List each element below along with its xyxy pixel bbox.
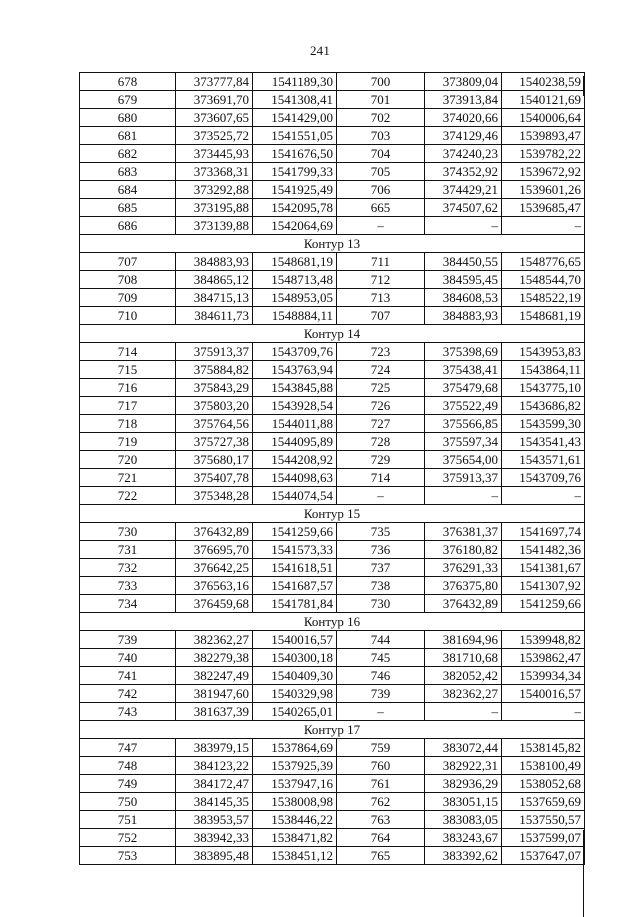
- x-coordinate-cell: 373809,04: [425, 73, 502, 91]
- table-row: [80, 811, 585, 829]
- table-row: [80, 145, 585, 163]
- point-number-cell: 760: [337, 757, 425, 775]
- point-number-cell: 761: [337, 775, 425, 793]
- section-header-row: [80, 235, 585, 253]
- point-number-cell: 707: [80, 253, 176, 271]
- y-coordinate-cell: 1537599,07: [502, 829, 585, 847]
- table-row: [80, 469, 585, 487]
- table-row: [80, 685, 585, 703]
- point-number-cell: 715: [80, 361, 176, 379]
- point-number-cell: 684: [80, 181, 176, 199]
- x-coordinate-cell: 383072,44: [425, 739, 502, 757]
- point-number-cell: 685: [80, 199, 176, 217]
- y-coordinate-cell: 1540016,57: [502, 685, 585, 703]
- point-number-cell: 714: [80, 343, 176, 361]
- point-number-cell: 704: [337, 145, 425, 163]
- x-coordinate-cell: 383895,48: [176, 847, 253, 865]
- point-number-cell: 702: [337, 109, 425, 127]
- y-coordinate-cell: 1541482,36: [502, 541, 585, 559]
- y-coordinate-cell: 1539893,47: [502, 127, 585, 145]
- x-coordinate-cell: 381947,60: [176, 685, 253, 703]
- table-row: [80, 559, 585, 577]
- x-coordinate-cell: 375913,37: [425, 469, 502, 487]
- point-number-cell: 681: [80, 127, 176, 145]
- point-number-cell: 700: [337, 73, 425, 91]
- x-coordinate-cell: 381637,39: [176, 703, 253, 721]
- x-coordinate-cell: 375407,78: [176, 469, 253, 487]
- point-number-cell: 729: [337, 451, 425, 469]
- y-coordinate-cell: 1537864,69: [253, 739, 337, 757]
- table-row: [80, 433, 585, 451]
- table-row: [80, 541, 585, 559]
- x-coordinate-cell: 383051,15: [425, 793, 502, 811]
- y-coordinate-cell: 1543864,11: [502, 361, 585, 379]
- x-coordinate-cell: 374240,23: [425, 145, 502, 163]
- y-coordinate-cell: 1537947,16: [253, 775, 337, 793]
- y-coordinate-cell: 1541308,41: [253, 91, 337, 109]
- x-coordinate-cell: 375522,49: [425, 397, 502, 415]
- point-number-cell: 743: [80, 703, 176, 721]
- y-coordinate-cell: 1543709,76: [502, 469, 585, 487]
- y-coordinate-cell: 1539685,47: [502, 199, 585, 217]
- x-coordinate-cell: 384123,22: [176, 757, 253, 775]
- table-row: [80, 253, 585, 271]
- table-row: [80, 595, 585, 613]
- point-number-cell: 740: [80, 649, 176, 667]
- point-number-cell: 682: [80, 145, 176, 163]
- x-coordinate-cell: 374020,66: [425, 109, 502, 127]
- point-number-cell: 737: [337, 559, 425, 577]
- x-coordinate-cell: 376180,82: [425, 541, 502, 559]
- point-number-cell: 738: [337, 577, 425, 595]
- y-coordinate-cell: 1543928,54: [253, 397, 337, 415]
- table-row: [80, 487, 585, 505]
- table-row: [80, 523, 585, 541]
- point-number-cell: 739: [80, 631, 176, 649]
- y-coordinate-cell: 1539934,34: [502, 667, 585, 685]
- y-coordinate-cell: 1541381,67: [502, 559, 585, 577]
- y-coordinate-cell: 1548713,48: [253, 271, 337, 289]
- x-coordinate-cell: 384865,12: [176, 271, 253, 289]
- y-coordinate-cell: 1543541,43: [502, 433, 585, 451]
- x-coordinate-cell: 374429,21: [425, 181, 502, 199]
- y-coordinate-cell: 1541259,66: [253, 523, 337, 541]
- y-coordinate-cell: 1541799,33: [253, 163, 337, 181]
- point-number-cell: 701: [337, 91, 425, 109]
- coordinates-table-body: [80, 73, 585, 865]
- x-coordinate-cell: 375597,34: [425, 433, 502, 451]
- point-number-cell: 714: [337, 469, 425, 487]
- section-title: Контур 16: [80, 613, 585, 631]
- point-number-cell: 745: [337, 649, 425, 667]
- y-coordinate-cell: 1543599,30: [502, 415, 585, 433]
- y-coordinate-cell: 1537659,69: [502, 793, 585, 811]
- x-coordinate-cell: 373292,88: [176, 181, 253, 199]
- point-number-cell: 725: [337, 379, 425, 397]
- y-coordinate-cell: 1544098,63: [253, 469, 337, 487]
- point-number-cell: 703: [337, 127, 425, 145]
- point-number-cell: 709: [80, 289, 176, 307]
- x-coordinate-cell: 382362,27: [425, 685, 502, 703]
- y-coordinate-cell: 1538008,98: [253, 793, 337, 811]
- coordinates-table: [79, 72, 585, 865]
- x-coordinate-cell: 382936,29: [425, 775, 502, 793]
- table-row: [80, 703, 585, 721]
- y-coordinate-cell: 1540006,64: [502, 109, 585, 127]
- y-coordinate-cell: 1543571,61: [502, 451, 585, 469]
- x-coordinate-cell: –: [425, 217, 502, 235]
- x-coordinate-cell: 381694,96: [425, 631, 502, 649]
- y-coordinate-cell: 1541925,49: [253, 181, 337, 199]
- table-row: [80, 739, 585, 757]
- point-number-cell: 747: [80, 739, 176, 757]
- y-coordinate-cell: 1543686,82: [502, 397, 585, 415]
- table-row: [80, 757, 585, 775]
- point-number-cell: 724: [337, 361, 425, 379]
- y-coordinate-cell: 1541687,57: [253, 577, 337, 595]
- y-coordinate-cell: 1548522,19: [502, 289, 585, 307]
- y-coordinate-cell: 1543709,76: [253, 343, 337, 361]
- table-row: [80, 649, 585, 667]
- y-coordinate-cell: 1543763,94: [253, 361, 337, 379]
- table-row: [80, 289, 585, 307]
- point-number-cell: 733: [80, 577, 176, 595]
- x-coordinate-cell: 382362,27: [176, 631, 253, 649]
- y-coordinate-cell: 1541307,92: [502, 577, 585, 595]
- x-coordinate-cell: 383953,57: [176, 811, 253, 829]
- table-row: [80, 73, 585, 91]
- point-number-cell: 751: [80, 811, 176, 829]
- y-coordinate-cell: 1543845,88: [253, 379, 337, 397]
- table-row: [80, 217, 585, 235]
- point-number-cell: 765: [337, 847, 425, 865]
- y-coordinate-cell: 1543775,10: [502, 379, 585, 397]
- section-header-row: [80, 721, 585, 739]
- table-row: [80, 631, 585, 649]
- point-number-cell: –: [337, 487, 425, 505]
- x-coordinate-cell: 381710,68: [425, 649, 502, 667]
- table-row: [80, 847, 585, 865]
- table-row: [80, 451, 585, 469]
- y-coordinate-cell: 1541697,74: [502, 523, 585, 541]
- y-coordinate-cell: 1541189,30: [253, 73, 337, 91]
- x-coordinate-cell: 376432,89: [425, 595, 502, 613]
- table-row: [80, 397, 585, 415]
- point-number-cell: 665: [337, 199, 425, 217]
- table-row: [80, 343, 585, 361]
- y-coordinate-cell: 1538451,12: [253, 847, 337, 865]
- point-number-cell: 721: [80, 469, 176, 487]
- y-coordinate-cell: 1541618,51: [253, 559, 337, 577]
- y-coordinate-cell: 1540121,69: [502, 91, 585, 109]
- x-coordinate-cell: 373691,70: [176, 91, 253, 109]
- point-number-cell: 734: [80, 595, 176, 613]
- x-coordinate-cell: 376695,70: [176, 541, 253, 559]
- point-number-cell: 717: [80, 397, 176, 415]
- point-number-cell: 678: [80, 73, 176, 91]
- x-coordinate-cell: 373368,31: [176, 163, 253, 181]
- x-coordinate-cell: 383392,62: [425, 847, 502, 865]
- x-coordinate-cell: 375566,85: [425, 415, 502, 433]
- y-coordinate-cell: 1541259,66: [502, 595, 585, 613]
- x-coordinate-cell: 383942,33: [176, 829, 253, 847]
- x-coordinate-cell: 384608,53: [425, 289, 502, 307]
- point-number-cell: 741: [80, 667, 176, 685]
- point-number-cell: 726: [337, 397, 425, 415]
- y-coordinate-cell: 1537550,57: [502, 811, 585, 829]
- section-title: Контур 15: [80, 505, 585, 523]
- point-number-cell: 710: [80, 307, 176, 325]
- table-row: [80, 163, 585, 181]
- y-coordinate-cell: 1543953,83: [502, 343, 585, 361]
- section-title: Контур 13: [80, 235, 585, 253]
- table-row: [80, 127, 585, 145]
- y-coordinate-cell: 1548953,05: [253, 289, 337, 307]
- point-number-cell: 708: [80, 271, 176, 289]
- point-number-cell: 744: [337, 631, 425, 649]
- x-coordinate-cell: 375654,00: [425, 451, 502, 469]
- y-coordinate-cell: 1548681,19: [502, 307, 585, 325]
- point-number-cell: 716: [80, 379, 176, 397]
- point-number-cell: 736: [337, 541, 425, 559]
- table-row: [80, 91, 585, 109]
- x-coordinate-cell: 384611,73: [176, 307, 253, 325]
- y-coordinate-cell: 1539601,26: [502, 181, 585, 199]
- y-coordinate-cell: 1539672,92: [502, 163, 585, 181]
- point-number-cell: 720: [80, 451, 176, 469]
- y-coordinate-cell: 1541573,33: [253, 541, 337, 559]
- point-number-cell: 742: [80, 685, 176, 703]
- point-number-cell: 750: [80, 793, 176, 811]
- point-number-cell: 705: [337, 163, 425, 181]
- y-coordinate-cell: 1540409,30: [253, 667, 337, 685]
- point-number-cell: –: [337, 217, 425, 235]
- y-coordinate-cell: 1548544,70: [502, 271, 585, 289]
- table-row: [80, 271, 585, 289]
- point-number-cell: 763: [337, 811, 425, 829]
- page-number: 241: [309, 43, 331, 58]
- point-number-cell: 735: [337, 523, 425, 541]
- table-row: [80, 199, 585, 217]
- y-coordinate-cell: 1542064,69: [253, 217, 337, 235]
- table-row: [80, 307, 585, 325]
- x-coordinate-cell: 373913,84: [425, 91, 502, 109]
- x-coordinate-cell: 376563,16: [176, 577, 253, 595]
- y-coordinate-cell: 1537925,39: [253, 757, 337, 775]
- y-coordinate-cell: 1544208,92: [253, 451, 337, 469]
- y-coordinate-cell: 1540300,18: [253, 649, 337, 667]
- table-row: [80, 361, 585, 379]
- table-row: [80, 793, 585, 811]
- point-number-cell: 707: [337, 307, 425, 325]
- x-coordinate-cell: 375348,28: [176, 487, 253, 505]
- y-coordinate-cell: 1538446,22: [253, 811, 337, 829]
- x-coordinate-cell: 374507,62: [425, 199, 502, 217]
- x-coordinate-cell: 374129,46: [425, 127, 502, 145]
- table-row: [80, 109, 585, 127]
- y-coordinate-cell: 1538471,82: [253, 829, 337, 847]
- x-coordinate-cell: 382052,42: [425, 667, 502, 685]
- x-coordinate-cell: 383083,05: [425, 811, 502, 829]
- table-row: [80, 181, 585, 199]
- point-number-cell: 718: [80, 415, 176, 433]
- y-coordinate-cell: 1548681,19: [253, 253, 337, 271]
- y-coordinate-cell: –: [502, 487, 585, 505]
- x-coordinate-cell: 384883,93: [425, 307, 502, 325]
- x-coordinate-cell: –: [425, 703, 502, 721]
- table-row: [80, 775, 585, 793]
- y-coordinate-cell: 1539782,22: [502, 145, 585, 163]
- x-coordinate-cell: 373525,72: [176, 127, 253, 145]
- point-number-cell: 706: [337, 181, 425, 199]
- y-coordinate-cell: 1541429,00: [253, 109, 337, 127]
- y-coordinate-cell: 1544074,54: [253, 487, 337, 505]
- y-coordinate-cell: 1539862,47: [502, 649, 585, 667]
- point-number-cell: 719: [80, 433, 176, 451]
- point-number-cell: 748: [80, 757, 176, 775]
- y-coordinate-cell: 1540016,57: [253, 631, 337, 649]
- y-coordinate-cell: –: [502, 217, 585, 235]
- y-coordinate-cell: 1540238,59: [502, 73, 585, 91]
- point-number-cell: 680: [80, 109, 176, 127]
- y-coordinate-cell: 1538145,82: [502, 739, 585, 757]
- y-coordinate-cell: 1542095,78: [253, 199, 337, 217]
- y-coordinate-cell: 1538100,49: [502, 757, 585, 775]
- x-coordinate-cell: 375479,68: [425, 379, 502, 397]
- table-row: [80, 667, 585, 685]
- y-coordinate-cell: 1541551,05: [253, 127, 337, 145]
- point-number-cell: 730: [337, 595, 425, 613]
- x-coordinate-cell: 374352,92: [425, 163, 502, 181]
- point-number-cell: 732: [80, 559, 176, 577]
- x-coordinate-cell: 384595,45: [425, 271, 502, 289]
- x-coordinate-cell: 384883,93: [176, 253, 253, 271]
- point-number-cell: –: [337, 703, 425, 721]
- section-header-row: [80, 325, 585, 343]
- y-coordinate-cell: 1544011,88: [253, 415, 337, 433]
- x-coordinate-cell: 382279,38: [176, 649, 253, 667]
- point-number-cell: 723: [337, 343, 425, 361]
- y-coordinate-cell: –: [502, 703, 585, 721]
- section-title: Контур 17: [80, 721, 585, 739]
- point-number-cell: 739: [337, 685, 425, 703]
- point-number-cell: 713: [337, 289, 425, 307]
- y-coordinate-cell: 1548776,65: [502, 253, 585, 271]
- x-coordinate-cell: 375913,37: [176, 343, 253, 361]
- x-coordinate-cell: 375764,56: [176, 415, 253, 433]
- x-coordinate-cell: 375398,69: [425, 343, 502, 361]
- point-number-cell: 749: [80, 775, 176, 793]
- section-title: Контур 14: [80, 325, 585, 343]
- x-coordinate-cell: 373777,84: [176, 73, 253, 91]
- x-coordinate-cell: 375727,38: [176, 433, 253, 451]
- y-coordinate-cell: 1540265,01: [253, 703, 337, 721]
- x-coordinate-cell: 375438,41: [425, 361, 502, 379]
- x-coordinate-cell: 376381,37: [425, 523, 502, 541]
- point-number-cell: 764: [337, 829, 425, 847]
- point-number-cell: 727: [337, 415, 425, 433]
- x-coordinate-cell: 375803,20: [176, 397, 253, 415]
- x-coordinate-cell: 376375,80: [425, 577, 502, 595]
- y-coordinate-cell: 1541676,50: [253, 145, 337, 163]
- section-header-row: [80, 613, 585, 631]
- x-coordinate-cell: 373139,88: [176, 217, 253, 235]
- x-coordinate-cell: 373445,93: [176, 145, 253, 163]
- x-coordinate-cell: 382247,49: [176, 667, 253, 685]
- point-number-cell: 759: [337, 739, 425, 757]
- point-number-cell: 753: [80, 847, 176, 865]
- x-coordinate-cell: 375843,29: [176, 379, 253, 397]
- x-coordinate-cell: 383243,67: [425, 829, 502, 847]
- x-coordinate-cell: –: [425, 487, 502, 505]
- x-coordinate-cell: 384172,47: [176, 775, 253, 793]
- x-coordinate-cell: 375884,82: [176, 361, 253, 379]
- x-coordinate-cell: 376432,89: [176, 523, 253, 541]
- point-number-cell: 746: [337, 667, 425, 685]
- table-row: [80, 415, 585, 433]
- y-coordinate-cell: 1541781,84: [253, 595, 337, 613]
- point-number-cell: 762: [337, 793, 425, 811]
- x-coordinate-cell: 384715,13: [176, 289, 253, 307]
- point-number-cell: 731: [80, 541, 176, 559]
- x-coordinate-cell: 375680,17: [176, 451, 253, 469]
- point-number-cell: 712: [337, 271, 425, 289]
- x-coordinate-cell: 384145,35: [176, 793, 253, 811]
- x-coordinate-cell: 384450,55: [425, 253, 502, 271]
- x-coordinate-cell: 376459,68: [176, 595, 253, 613]
- table-row: [80, 577, 585, 595]
- y-coordinate-cell: 1537647,07: [502, 847, 585, 865]
- x-coordinate-cell: 373607,65: [176, 109, 253, 127]
- y-coordinate-cell: 1540329,98: [253, 685, 337, 703]
- table-row: [80, 379, 585, 397]
- y-coordinate-cell: 1544095,89: [253, 433, 337, 451]
- table-row: [80, 829, 585, 847]
- x-coordinate-cell: 373195,88: [176, 199, 253, 217]
- point-number-cell: 730: [80, 523, 176, 541]
- point-number-cell: 683: [80, 163, 176, 181]
- x-coordinate-cell: 376642,25: [176, 559, 253, 577]
- point-number-cell: 752: [80, 829, 176, 847]
- section-header-row: [80, 505, 585, 523]
- point-number-cell: 728: [337, 433, 425, 451]
- point-number-cell: 686: [80, 217, 176, 235]
- x-coordinate-cell: 376291,33: [425, 559, 502, 577]
- y-coordinate-cell: 1548884,11: [253, 307, 337, 325]
- y-coordinate-cell: 1539948,82: [502, 631, 585, 649]
- point-number-cell: 679: [80, 91, 176, 109]
- x-coordinate-cell: 382922,31: [425, 757, 502, 775]
- point-number-cell: 711: [337, 253, 425, 271]
- x-coordinate-cell: 383979,15: [176, 739, 253, 757]
- y-coordinate-cell: 1538052,68: [502, 775, 585, 793]
- point-number-cell: 722: [80, 487, 176, 505]
